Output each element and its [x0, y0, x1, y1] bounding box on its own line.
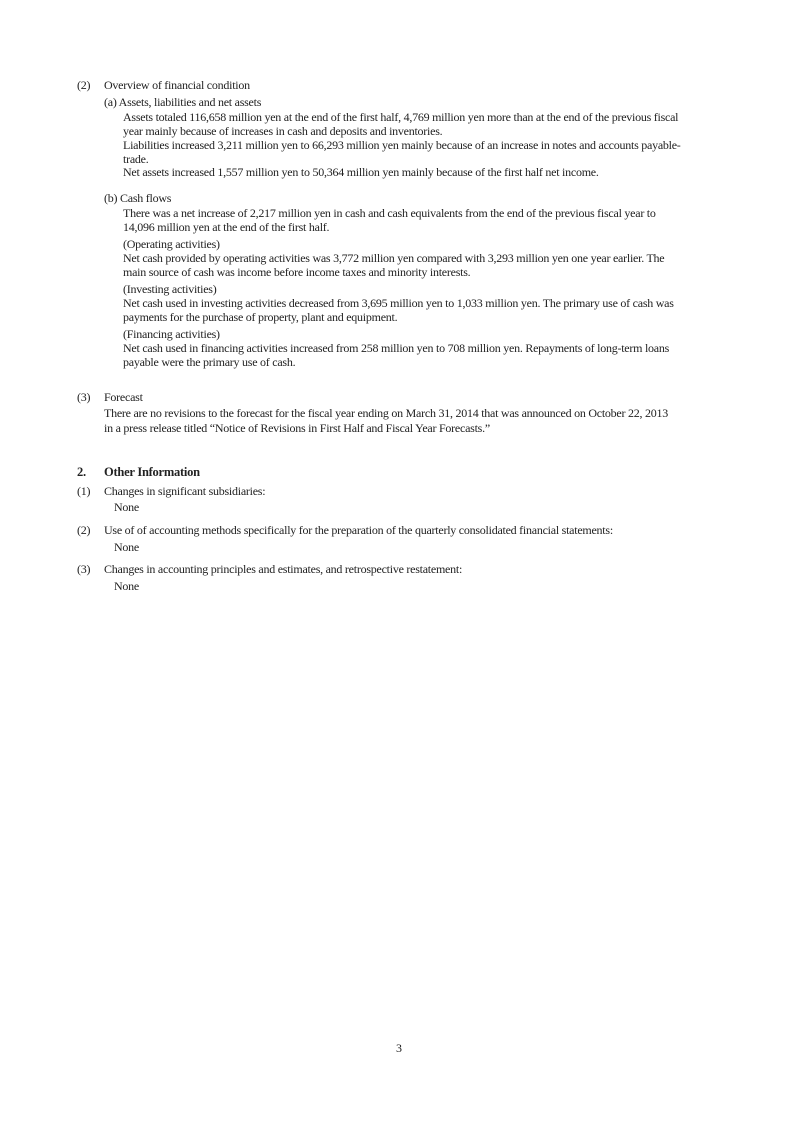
subheading-operating: (Operating activities) — [123, 237, 220, 251]
paragraph-line: payments for the purchase of property, plant and equipment. — [123, 310, 398, 324]
paragraph-line: Net cash provided by operating activities was 3,772 million yen compared with 3,293 million yen one year earlier. The — [123, 251, 665, 265]
paragraph-line: Liabilities increased 3,211 million yen to 66,293 million yen mainly because of an increase in notes and accounts payable- — [123, 138, 681, 152]
section-number: (2) — [77, 78, 91, 92]
paragraph-line: year mainly because of increases in cash and deposits and inventories. — [123, 124, 443, 138]
item-number: (1) — [77, 484, 91, 498]
paragraph-line: Net cash used in investing activities decreased from 3,695 million yen to 1,033 million yen. The primary use of cash was — [123, 296, 674, 310]
section-title: Overview of financial condition — [104, 78, 250, 92]
paragraph-line: Net assets increased 1,557 million yen to 50,364 million yen mainly because of the first half net income. — [123, 165, 599, 179]
page-number: 3 — [396, 1041, 402, 1055]
item-value: None — [114, 500, 139, 514]
item-title: Use of of accounting methods specifically for the preparation of the quarterly consolidated financial statements: — [104, 523, 613, 537]
paragraph-line: Net cash used in financing activities increased from 258 million yen to 708 million yen. Repayments of long-term loans — [123, 341, 670, 355]
paragraph-line: 14,096 million yen at the end of the first half. — [123, 220, 330, 234]
paragraph-line: Assets totaled 116,658 million yen at the end of the first half, 4,769 million yen more than at the end of the previous fiscal — [123, 110, 679, 124]
paragraph-line: in a press release titled “Notice of Revisions in First Half and Fiscal Year Forecasts.” — [104, 421, 490, 435]
paragraph-line: main source of cash was income before income taxes and minority interests. — [123, 265, 471, 279]
item-title: Changes in accounting principles and estimates, and retrospective restatement: — [104, 562, 463, 576]
item-title: Changes in significant subsidiaries: — [104, 484, 266, 498]
paragraph-line: There was a net increase of 2,217 million yen in cash and cash equivalents from the end of the previous fiscal year to — [123, 206, 656, 220]
subsection-heading: (a) Assets, liabilities and net assets — [104, 95, 262, 109]
section-number: (3) — [77, 390, 91, 404]
paragraph-line: payable were the primary use of cash. — [123, 355, 296, 369]
item-number: (2) — [77, 523, 91, 537]
subheading-investing: (Investing activities) — [123, 282, 217, 296]
paragraph-line: There are no revisions to the forecast for the fiscal year ending on March 31, 2014 that was announced on October 22, 2013 — [104, 406, 668, 420]
heading-title: Other Information — [104, 465, 200, 479]
item-number: (3) — [77, 562, 91, 576]
paragraph-line: trade. — [123, 152, 149, 166]
heading-number: 2. — [77, 465, 86, 479]
section-title: Forecast — [104, 390, 143, 404]
item-value: None — [114, 579, 139, 593]
subheading-financing: (Financing activities) — [123, 327, 220, 341]
item-value: None — [114, 540, 139, 554]
subsection-heading: (b) Cash flows — [104, 191, 172, 205]
